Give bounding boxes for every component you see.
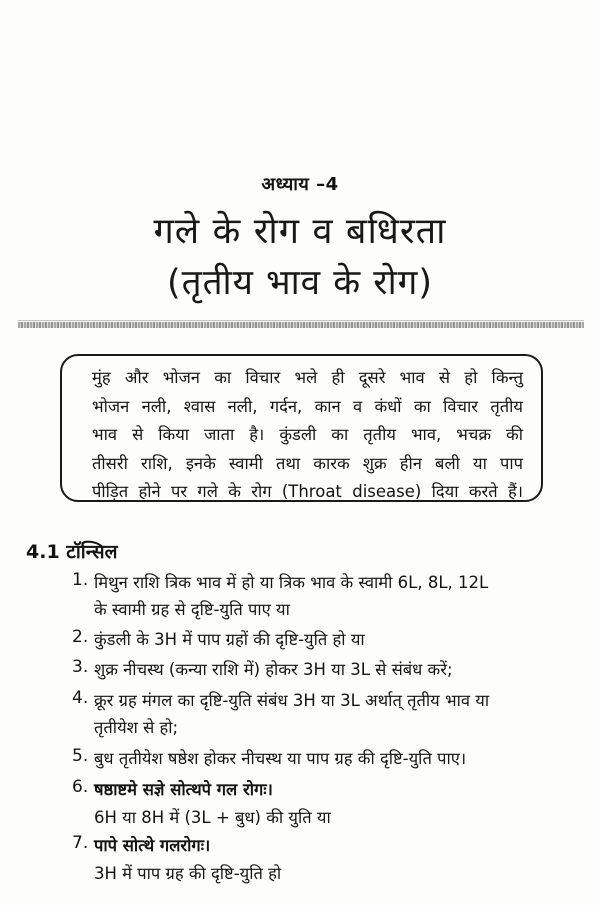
list-item-number: 2. <box>72 627 89 647</box>
intro-line: पीड़ित होने पर गले के रोग (Throat disease) दिया करते हैं। <box>92 482 523 501</box>
list-item-text: बुध तृतीयेश षष्ठेश होकर नीचस्थ या पाप ग्रह की दृष्टि-युति पाए। <box>94 749 467 768</box>
intro-box <box>60 354 543 502</box>
chapter-title: गले के रोग व बधिरता <box>153 211 447 252</box>
list-item-number: 5. <box>72 746 89 766</box>
list-item-text: तृतीयेश से हो; <box>94 718 179 737</box>
chapter-subtitle: (तृतीय भाव के रोग) <box>166 263 434 303</box>
list-item-text: 6H या 8H में (3L + बुध) की युति या <box>94 808 331 827</box>
list-item-text: कुंडली के 3H में पाप ग्रहों की दृष्टि-युति हो या <box>94 630 365 649</box>
section-heading: 4.1 टॉन्सिल <box>26 541 118 563</box>
list-item-number: 3. <box>72 657 89 677</box>
intro-line: भोजन नली, श्वास नली, गर्दन, कान व कंधों का विचार तृतीय <box>92 396 523 416</box>
list-item-number: 1. <box>72 570 89 590</box>
list-item-text: के स्वामी ग्रह से दृष्टि-युति पाए या <box>94 600 290 619</box>
decorative-divider <box>18 322 584 328</box>
sanskrit-sutra: पापे सोत्थे गलरोगः। <box>94 836 211 855</box>
list-item-text: 3H में पाप ग्रह की दृष्टि-युति हो <box>94 864 282 883</box>
list-item-number: 6. <box>72 777 89 797</box>
list-item-number: 4. <box>72 688 89 708</box>
list-item-text: शुक्र नीचस्थ (कन्या राशि में) होकर 3H या 3L से संबंध करें; <box>94 660 453 679</box>
sanskrit-sutra: षष्ठाष्टमे सज्ञे सोत्थपे गल रोगः। <box>94 780 273 799</box>
list-item-number: 7. <box>72 833 89 853</box>
intro-line: तीसरी राशि, इनके स्वामी तथा कारक शुक्र हीन बली या पाप <box>92 453 523 473</box>
chapter-label: अध्याय –4 <box>261 174 339 195</box>
intro-line: मुंह और भोजन का विचार भले ही दूसरे भाव से हो किन्तु <box>92 368 523 387</box>
list-item-text: मिथुन राशि त्रिक भाव में हो या त्रिक भाव के स्वामी 6L, 8L, 12L <box>94 573 489 592</box>
list-item-text: क्रूर ग्रह मंगल का दृष्टि-युति संबंध 3H या 3L अर्थात् तृतीय भाव या <box>94 691 490 710</box>
intro-line: भाव से किया जाता है। कुंडली का तृतीय भाव, भचक्र की <box>92 425 523 444</box>
